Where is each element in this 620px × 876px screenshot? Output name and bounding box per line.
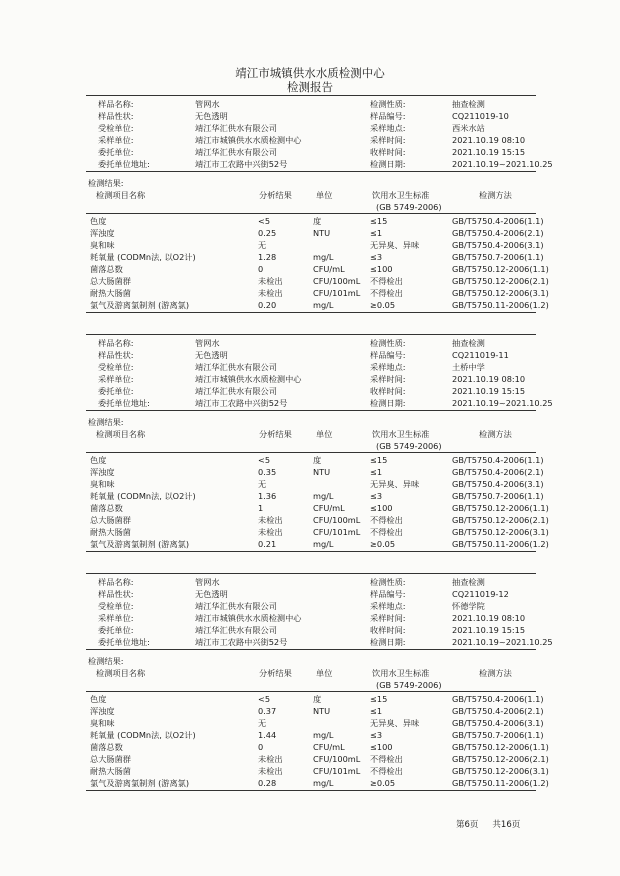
row-item-name: 浑浊度 <box>90 467 115 477</box>
results-heading: 检测结果: <box>88 417 124 427</box>
results-heading: 检测结果: <box>88 178 124 188</box>
column-header-unit: 单位 <box>316 429 333 439</box>
row-result-value: <5 <box>258 455 271 465</box>
field-label-sampling-site: 采样地点: <box>370 362 406 372</box>
row-test-method: GB/T5750.11-2006(1.2) <box>452 300 549 310</box>
row-unit: NTU <box>313 467 331 477</box>
row-result-value: 未检出 <box>258 276 283 286</box>
column-header-method: 检测方法 <box>479 429 512 439</box>
row-item-name: 总大肠菌群 <box>90 276 131 286</box>
page-total: 共16页 <box>492 820 521 830</box>
row-standard-limit: 无异臭、异味 <box>370 718 420 728</box>
field-value-sample-name: 管网水 <box>195 338 220 348</box>
field-value-sample-state: 无色透明 <box>195 111 228 121</box>
field-value-sampling-site: 西米水站 <box>452 123 485 133</box>
row-unit: mg/L <box>313 730 334 740</box>
field-value-sample-no: CQ211019-12 <box>452 589 509 599</box>
row-standard-limit: ≤15 <box>370 216 388 226</box>
row-test-method: GB/T5750.11-2006(1.2) <box>452 539 549 549</box>
row-unit: CFU/100mL <box>313 515 361 525</box>
row-standard-limit: 不得检出 <box>370 754 403 764</box>
row-result-value: 0.28 <box>258 778 277 788</box>
row-standard-limit: ≤100 <box>370 503 393 513</box>
row-result-value: 未检出 <box>258 527 283 537</box>
field-label-sampling-unit: 采样单位: <box>98 374 134 384</box>
field-value-client-unit: 靖江华汇供水有限公司 <box>195 147 277 157</box>
sample-report-block <box>0 573 620 819</box>
row-item-name: 耐热大肠菌 <box>90 288 131 298</box>
field-label-sample-no: 样品编号: <box>370 589 406 599</box>
page-number: 第6页 <box>456 820 479 830</box>
column-header-standard-code: (GB 5749-2006) <box>376 680 442 690</box>
table-header-rule <box>86 452 536 453</box>
field-label-test-nature: 检测性质: <box>370 99 406 109</box>
row-result-value: 0.21 <box>258 539 277 549</box>
row-unit: CFU/mL <box>313 264 345 274</box>
field-value-sample-name: 管网水 <box>195 577 220 587</box>
field-label-test-date: 检测日期: <box>370 159 406 169</box>
field-value-receive-time: 2021.10.19 15:15 <box>452 147 526 157</box>
field-label-receive-time: 收样时间: <box>370 147 406 157</box>
row-test-method: GB/T5750.12-2006(3.1) <box>452 288 549 298</box>
row-test-method: GB/T5750.12-2006(2.1) <box>452 276 549 286</box>
row-standard-limit: 无异臭、异味 <box>370 479 420 489</box>
row-result-value: 未检出 <box>258 766 283 776</box>
row-standard-limit: 不得检出 <box>370 276 403 286</box>
row-test-method: GB/T5750.11-2006(1.2) <box>452 778 549 788</box>
field-label-client-address: 委托单位地址: <box>98 637 150 647</box>
row-result-value: 1 <box>258 503 264 513</box>
row-result-value: 0.25 <box>258 228 277 238</box>
row-result-value: 0.35 <box>258 467 277 477</box>
field-label-entrusted-unit: 受检单位: <box>98 123 134 133</box>
field-label-sample-state: 样品性状: <box>98 589 134 599</box>
row-item-name: 总大肠菌群 <box>90 515 131 525</box>
row-standard-limit: ≤3 <box>370 252 383 262</box>
row-result-value: <5 <box>258 216 271 226</box>
row-item-name: 总大肠菌群 <box>90 754 131 764</box>
row-standard-limit: ≥0.05 <box>370 539 396 549</box>
row-result-value: 未检出 <box>258 515 283 525</box>
row-standard-limit: ≥0.05 <box>370 300 396 310</box>
row-item-name: 氯气及游离氯制剂 (游离氯) <box>90 539 190 549</box>
row-test-method: GB/T5750.4-2006(2.1) <box>452 228 544 238</box>
section-top-rule <box>86 334 536 335</box>
field-label-test-date: 检测日期: <box>370 637 406 647</box>
field-value-client-unit: 靖江华汇供水有限公司 <box>195 386 277 396</box>
field-value-sample-no: CQ211019-10 <box>452 111 509 121</box>
row-test-method: GB/T5750.12-2006(1.1) <box>452 503 549 513</box>
row-result-value: 0 <box>258 264 264 274</box>
row-unit: mg/L <box>313 539 334 549</box>
row-standard-limit: ≤1 <box>370 467 383 477</box>
table-bottom-rule <box>86 551 536 552</box>
row-test-method: GB/T5750.4-2006(2.1) <box>452 467 544 477</box>
row-result-value: 1.36 <box>258 491 277 501</box>
field-label-test-date: 检测日期: <box>370 398 406 408</box>
row-standard-limit: ≤15 <box>370 455 388 465</box>
row-standard-limit: 不得检出 <box>370 288 403 298</box>
field-label-sampling-unit: 采样单位: <box>98 135 134 145</box>
field-label-sample-name: 样品名称: <box>98 338 134 348</box>
row-item-name: 臭和味 <box>90 718 115 728</box>
row-test-method: GB/T5750.7-2006(1.1) <box>452 491 544 501</box>
field-label-sampling-time: 采样时间: <box>370 135 406 145</box>
field-value-sampling-site: 土桥中学 <box>452 362 485 372</box>
field-value-sample-name: 管网水 <box>195 99 220 109</box>
row-result-value: 未检出 <box>258 288 283 298</box>
field-label-sampling-time: 采样时间: <box>370 374 406 384</box>
row-standard-limit: ≤100 <box>370 264 393 274</box>
field-label-sample-no: 样品编号: <box>370 111 406 121</box>
row-unit: 度 <box>313 455 322 465</box>
row-test-method: GB/T5750.4-2006(2.1) <box>452 706 544 716</box>
field-value-sample-no: CQ211019-11 <box>452 350 509 360</box>
field-value-receive-time: 2021.10.19 15:15 <box>452 386 526 396</box>
field-value-sampling-unit: 靖江市城镇供水水质检测中心 <box>195 374 302 384</box>
field-value-receive-time: 2021.10.19 15:15 <box>452 625 526 635</box>
row-unit: mg/L <box>313 778 334 788</box>
row-test-method: GB/T5750.4-2006(3.1) <box>452 240 544 250</box>
row-item-name: 氯气及游离氯制剂 (游离氯) <box>90 778 190 788</box>
field-value-entrusted-unit: 靖江华汇供水有限公司 <box>195 362 277 372</box>
field-value-client-unit: 靖江华汇供水有限公司 <box>195 625 277 635</box>
row-unit: CFU/100mL <box>313 754 361 764</box>
field-value-sample-state: 无色透明 <box>195 589 228 599</box>
row-test-method: GB/T5750.12-2006(1.1) <box>452 742 549 752</box>
row-result-value: 1.28 <box>258 252 277 262</box>
field-label-entrusted-unit: 受检单位: <box>98 362 134 372</box>
field-label-receive-time: 收样时间: <box>370 386 406 396</box>
row-test-method: GB/T5750.4-2006(3.1) <box>452 718 544 728</box>
field-value-test-nature: 抽查检测 <box>452 577 485 587</box>
row-item-name: 耐热大肠菌 <box>90 527 131 537</box>
row-test-method: GB/T5750.4-2006(1.1) <box>452 216 544 226</box>
row-unit: 度 <box>313 216 322 226</box>
report-org-title: 靖江市城镇供水水质检测中心 <box>235 66 385 80</box>
row-standard-limit: ≤100 <box>370 742 393 752</box>
sample-report-block <box>0 334 620 580</box>
field-value-entrusted-unit: 靖江华汇供水有限公司 <box>195 601 277 611</box>
row-test-method: GB/T5750.4-2006(1.1) <box>452 455 544 465</box>
row-unit: NTU <box>313 706 331 716</box>
row-item-name: 耗氧量 (CODMn法, 以O2计) <box>90 491 196 501</box>
field-value-sampling-time: 2021.10.19 08:10 <box>452 135 526 145</box>
field-value-sampling-unit: 靖江市城镇供水水质检测中心 <box>195 135 302 145</box>
field-value-test-date: 2021.10.19~2021.10.25 <box>452 637 553 647</box>
table-bottom-rule <box>86 312 536 313</box>
field-value-sample-state: 无色透明 <box>195 350 228 360</box>
field-label-client-address: 委托单位地址: <box>98 159 150 169</box>
field-value-client-address: 靖江市工农路中兴街52号 <box>195 159 288 169</box>
table-header-rule <box>86 213 536 214</box>
sample-report-block <box>0 95 620 341</box>
row-result-value: 无 <box>258 479 267 489</box>
field-label-sample-no: 样品编号: <box>370 350 406 360</box>
row-test-method: GB/T5750.12-2006(3.1) <box>452 766 549 776</box>
field-label-test-nature: 检测性质: <box>370 338 406 348</box>
row-test-method: GB/T5750.12-2006(3.1) <box>452 527 549 537</box>
field-label-sample-state: 样品性状: <box>98 350 134 360</box>
row-item-name: 菌落总数 <box>90 264 123 274</box>
row-item-name: 浑浊度 <box>90 228 115 238</box>
row-item-name: 色度 <box>90 455 107 465</box>
column-header-result: 分析结果 <box>259 668 292 678</box>
field-label-test-nature: 检测性质: <box>370 577 406 587</box>
row-test-method: GB/T5750.4-2006(3.1) <box>452 479 544 489</box>
row-result-value: 1.44 <box>258 730 277 740</box>
row-standard-limit: ≤3 <box>370 491 383 501</box>
row-standard-limit: ≤3 <box>370 730 383 740</box>
column-header-standard-code: (GB 5749-2006) <box>376 202 442 212</box>
results-divider <box>86 171 536 172</box>
field-value-sampling-time: 2021.10.19 08:10 <box>452 613 526 623</box>
row-standard-limit: ≤1 <box>370 228 383 238</box>
row-result-value: 0 <box>258 742 264 752</box>
row-unit: CFU/101mL <box>313 527 361 537</box>
field-label-client-unit: 委托单位: <box>98 386 134 396</box>
row-standard-limit: ≤1 <box>370 706 383 716</box>
row-test-method: GB/T5750.12-2006(2.1) <box>452 754 549 764</box>
field-value-test-nature: 抽查检测 <box>452 99 485 109</box>
column-header-result: 分析结果 <box>259 190 292 200</box>
results-heading: 检测结果: <box>88 656 124 666</box>
column-header-unit: 单位 <box>316 190 333 200</box>
column-header-result: 分析结果 <box>259 429 292 439</box>
field-value-test-nature: 抽查检测 <box>452 338 485 348</box>
column-header-method: 检测方法 <box>479 668 512 678</box>
report-title: 检测报告 <box>287 80 333 94</box>
row-unit: CFU/mL <box>313 503 345 513</box>
field-label-sampling-unit: 采样单位: <box>98 613 134 623</box>
column-header-unit: 单位 <box>316 668 333 678</box>
table-bottom-rule <box>86 790 536 791</box>
field-label-entrusted-unit: 受检单位: <box>98 601 134 611</box>
page-footer <box>456 821 534 830</box>
field-label-sample-name: 样品名称: <box>98 577 134 587</box>
row-item-name: 菌落总数 <box>90 742 123 752</box>
row-item-name: 色度 <box>90 694 107 704</box>
row-unit: NTU <box>313 228 331 238</box>
row-unit: 度 <box>313 694 322 704</box>
row-test-method: GB/T5750.12-2006(1.1) <box>452 264 549 274</box>
field-label-sample-name: 样品名称: <box>98 99 134 109</box>
row-standard-limit: 不得检出 <box>370 527 403 537</box>
row-result-value: <5 <box>258 694 271 704</box>
section-top-rule <box>86 573 536 574</box>
row-unit: mg/L <box>313 252 334 262</box>
row-unit: CFU/101mL <box>313 766 361 776</box>
row-test-method: GB/T5750.7-2006(1.1) <box>452 252 544 262</box>
column-header-item: 检测项目名称 <box>96 668 146 678</box>
row-unit: CFU/101mL <box>313 288 361 298</box>
row-result-value: 0.37 <box>258 706 277 716</box>
row-result-value: 无 <box>258 718 267 728</box>
row-standard-limit: 不得检出 <box>370 515 403 525</box>
row-standard-limit: 无异臭、异味 <box>370 240 420 250</box>
row-item-name: 臭和味 <box>90 479 115 489</box>
row-test-method: GB/T5750.7-2006(1.1) <box>452 730 544 740</box>
field-label-sampling-site: 采样地点: <box>370 123 406 133</box>
field-value-test-date: 2021.10.19~2021.10.25 <box>452 159 553 169</box>
section-top-rule <box>86 95 536 96</box>
row-result-value: 无 <box>258 240 267 250</box>
field-value-sampling-time: 2021.10.19 08:10 <box>452 374 526 384</box>
field-value-entrusted-unit: 靖江华汇供水有限公司 <box>195 123 277 133</box>
row-item-name: 菌落总数 <box>90 503 123 513</box>
row-item-name: 臭和味 <box>90 240 115 250</box>
row-standard-limit: ≥0.05 <box>370 778 396 788</box>
results-divider <box>86 649 536 650</box>
row-item-name: 氯气及游离氯制剂 (游离氯) <box>90 300 190 310</box>
row-item-name: 耐热大肠菌 <box>90 766 131 776</box>
results-divider <box>86 410 536 411</box>
column-header-standard: 饮用水卫生标准 <box>372 668 430 678</box>
field-label-client-address: 委托单位地址: <box>98 398 150 408</box>
field-value-client-address: 靖江市工农路中兴街52号 <box>195 398 288 408</box>
row-item-name: 耗氧量 (CODMn法, 以O2计) <box>90 252 196 262</box>
row-unit: mg/L <box>313 300 334 310</box>
row-standard-limit: ≤15 <box>370 694 388 704</box>
column-header-item: 检测项目名称 <box>96 429 146 439</box>
column-header-item: 检测项目名称 <box>96 190 146 200</box>
field-label-sampling-time: 采样时间: <box>370 613 406 623</box>
row-item-name: 耗氧量 (CODMn法, 以O2计) <box>90 730 196 740</box>
row-unit: CFU/100mL <box>313 276 361 286</box>
field-label-sampling-site: 采样地点: <box>370 601 406 611</box>
row-unit: mg/L <box>313 491 334 501</box>
table-header-rule <box>86 691 536 692</box>
column-header-method: 检测方法 <box>479 190 512 200</box>
row-standard-limit: 不得检出 <box>370 766 403 776</box>
field-value-sampling-site: 怀德学院 <box>452 601 485 611</box>
row-result-value: 未检出 <box>258 754 283 764</box>
field-value-sampling-unit: 靖江市城镇供水水质检测中心 <box>195 613 302 623</box>
field-label-client-unit: 委托单位: <box>98 147 134 157</box>
field-value-test-date: 2021.10.19~2021.10.25 <box>452 398 553 408</box>
row-test-method: GB/T5750.12-2006(2.1) <box>452 515 549 525</box>
row-result-value: 0.20 <box>258 300 277 310</box>
column-header-standard: 饮用水卫生标准 <box>372 429 430 439</box>
field-label-receive-time: 收样时间: <box>370 625 406 635</box>
column-header-standard: 饮用水卫生标准 <box>372 190 430 200</box>
row-item-name: 色度 <box>90 216 107 226</box>
field-value-client-address: 靖江市工农路中兴街52号 <box>195 637 288 647</box>
column-header-standard-code: (GB 5749-2006) <box>376 441 442 451</box>
row-unit: CFU/mL <box>313 742 345 752</box>
field-label-sample-state: 样品性状: <box>98 111 134 121</box>
row-item-name: 浑浊度 <box>90 706 115 716</box>
field-label-client-unit: 委托单位: <box>98 625 134 635</box>
row-test-method: GB/T5750.4-2006(1.1) <box>452 694 544 704</box>
